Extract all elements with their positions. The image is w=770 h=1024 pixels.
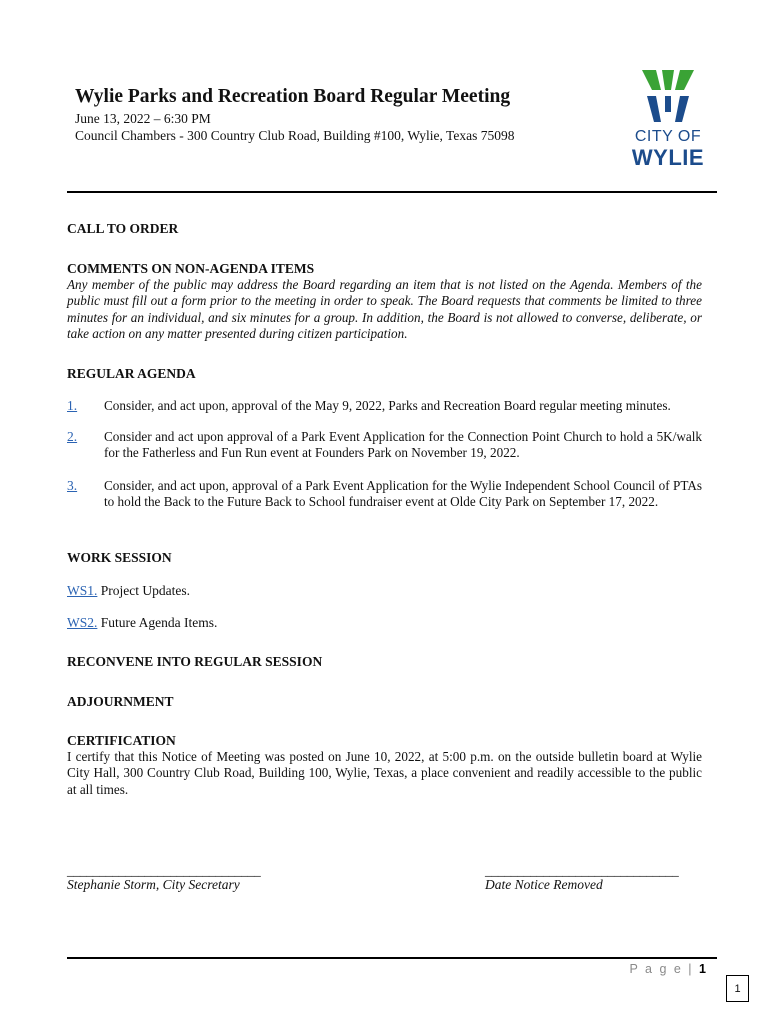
certification-text: I certify that this Notice of Meeting was posted on June 10, 2022, at 5:00 p.m. on the outside bulletin board at Wylie City Hall, 300 Country Club Road, Building 100, Wylie, Texas, a place convenient and readily accessible to the public at all times. bbox=[67, 749, 702, 797]
signature-line-left: ______________________________ bbox=[67, 863, 261, 878]
meeting-location: Council Chambers - 300 Country Club Road, Building #100, Wylie, Texas 75098 bbox=[75, 128, 515, 143]
agenda-item-number[interactable]: 2. bbox=[67, 429, 78, 444]
agenda-item-number[interactable]: 1. bbox=[67, 398, 78, 413]
heading-certification: CERTIFICATION bbox=[67, 733, 176, 748]
page-number: 1 bbox=[699, 962, 706, 976]
agenda-item-number[interactable]: 3. bbox=[67, 478, 78, 493]
agenda-item-text: Consider, and act upon, approval of the May 9, 2022, Parks and Recreation Board regular meeting minutes. bbox=[104, 398, 671, 413]
document-title: Wylie Parks and Recreation Board Regular Meeting bbox=[75, 86, 511, 107]
page-footer bbox=[612, 962, 706, 976]
meeting-date: June 13, 2022 – 6:30 PM bbox=[75, 111, 211, 126]
ws-item-number[interactable]: WS2. bbox=[67, 615, 98, 630]
heading-comments: COMMENTS ON NON-AGENDA ITEMS bbox=[67, 261, 315, 276]
page-number-box: 1 bbox=[726, 975, 749, 1002]
agenda-item-text: Consider, and act upon, approval of a Park Event Application for the Wylie Independent School Council of PTAs to hold the Back to the Future Back to School fundraiser event at Olde City Park on September 17, 2022. bbox=[104, 478, 702, 510]
heading-work-session: WORK SESSION bbox=[67, 550, 172, 565]
header-divider bbox=[67, 191, 717, 193]
ws-item-text: Future Agenda Items. bbox=[100, 615, 218, 630]
heading-adjournment: ADJOURNMENT bbox=[67, 694, 174, 709]
heading-regular-agenda: REGULAR AGENDA bbox=[67, 366, 196, 381]
footer-divider bbox=[67, 957, 717, 959]
ws-item-number[interactable]: WS1. bbox=[67, 583, 98, 598]
logo-line-wylie: WYLIE bbox=[631, 145, 705, 170]
page-label: P a g e | bbox=[629, 962, 694, 976]
logo-line-city-of: CITY OF bbox=[634, 128, 702, 145]
signature-caption-right: Date Notice Removed bbox=[485, 877, 603, 892]
ws-item bbox=[67, 615, 217, 631]
ws-item bbox=[67, 583, 190, 599]
agenda-item-text: Consider and act upon approval of a Park Event Application for the Connection Point Church to hold a 5K/walk for the Fatherless and Fun Run event at Founders Park on November 19, 2022. bbox=[104, 429, 702, 461]
signature-line-right: ______________________________ bbox=[485, 863, 679, 878]
heading-call-to-order: CALL TO ORDER bbox=[67, 221, 179, 236]
signature-caption-left: Stephanie Storm, City Secretary bbox=[67, 877, 240, 892]
heading-reconvene: RECONVENE INTO REGULAR SESSION bbox=[67, 654, 323, 669]
ws-item-text: Project Updates. bbox=[100, 583, 190, 598]
city-of-wylie-logo bbox=[625, 66, 711, 170]
comments-text: Any member of the public may address the Board regarding an item that is not listed on the Agenda. Members of the public must fill out a form prior to the meeting in order to speak. The Board requests that comments be limited to three minutes for an individual, and six minutes for a group. In addition, the Board is not allowed to converse, deliberate, or take action on any matter presented during citizen participation. bbox=[67, 277, 702, 342]
w-mark-icon bbox=[625, 66, 711, 128]
